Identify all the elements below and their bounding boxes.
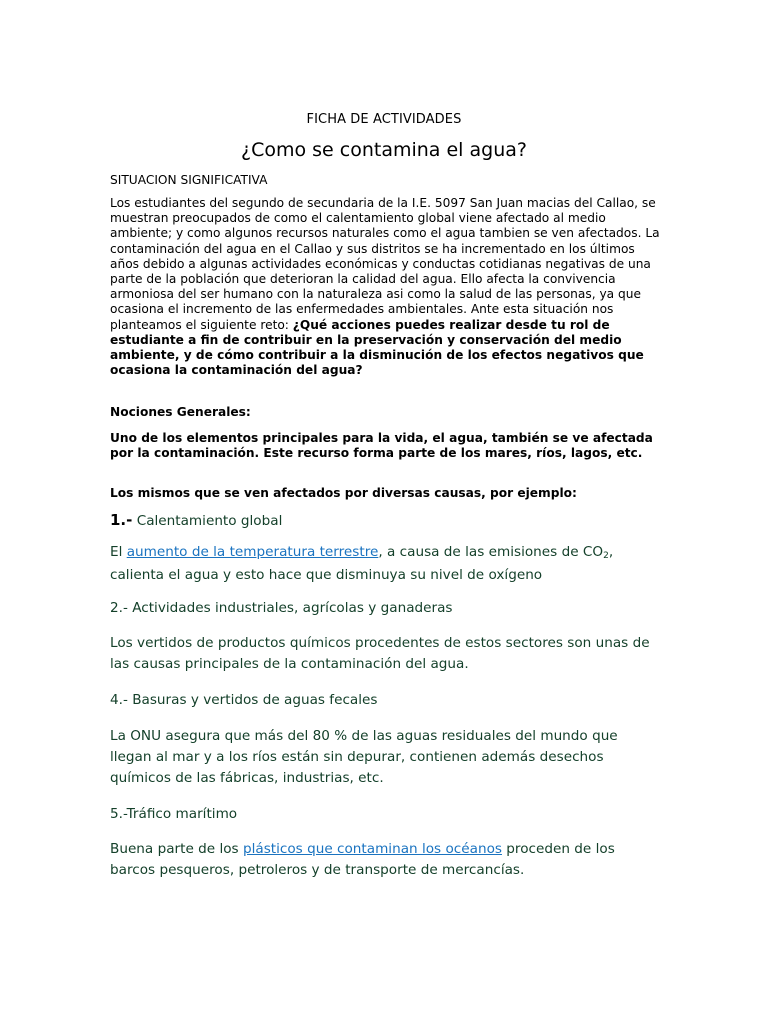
- link-plasticos[interactable]: plásticos que contaminan los océanos: [242, 841, 502, 857]
- cause-1-text-after: , calienta el agua y esto hace que disminuya su nivel de oxígeno: [110, 544, 614, 583]
- document-title: ¿Como se contamina el agua?: [241, 139, 527, 161]
- cause-1-text-before: El: [110, 544, 127, 560]
- cause-5-text-after: proceden de los barcos pesqueros, petroleros y de transporte de mercancías.: [110, 841, 615, 878]
- nociones-label: Nociones Generales:: [110, 405, 251, 419]
- cause-1-number: 1.-: [110, 511, 133, 529]
- cause-1-text-mid: , a causa de las emisiones de CO: [378, 544, 604, 560]
- co2-subscript: 2: [603, 551, 609, 561]
- cause-4-heading: 4.- Basuras y vertidos de aguas fecales: [110, 692, 378, 708]
- cause-4-text: La ONU asegura que más del 80 % de las aguas residuales del mundo que llegan al mar y a los ríos están sin depurar, contienen además desechos químicos de las fábricas, industrias, etc.: [110, 728, 618, 786]
- causes-intro: Los mismos que se ven afectados por diversas causas, por ejemplo:: [110, 486, 577, 500]
- cause-5-text: [110, 839, 662, 881]
- cause-5-heading: 5.-Tráfico marítimo: [110, 806, 238, 822]
- link-temperatura[interactable]: aumento de la temperatura terrestre: [126, 544, 379, 560]
- nociones-paragraph: Uno de los elementos principales para la vida, el agua, también se ve afectada por la contaminación. Este recurso forma parte de los mares, ríos, lagos, etc.: [110, 431, 653, 461]
- cause-1-heading: [110, 510, 662, 532]
- situacion-text: Los estudiantes del segundo de secundaria de la I.E. 5097 San Juan macias del Callao, se muestran preocupados de como el calentamiento global viene afectado al medio ambiente; y como algunos recursos naturales como el agua tambien se ven afectados. La contaminación del agua en el Callao y sus distritos se ha incrementado en los últimos años debido a algunas actividades económicas y conductas cotidianas negativas de una parte de la población que deterioran la calidad del agua. Ello afecta la convivencia armoniosa del ser humano con la naturaleza asi como la salud de las personas, ya que ocasiona el incremento de las enfermedades ambientales. Ante esta situación nos planteamos el siguiente reto:: [110, 196, 660, 332]
- cause-2-text: Los vertidos de productos químicos procedentes de estos sectores son unas de las causas principales de la contaminación del agua.: [110, 635, 650, 672]
- situacion-label: SITUACION SIGNIFICATIVA: [110, 173, 268, 187]
- cause-5-text-before: Buena parte de los: [110, 841, 243, 857]
- reto-question: ¿Qué acciones puedes realizar desde tu rol de estudiante a fin de contribuir en la preservación y conservación del medio ambiente, y de cómo contribuir a la disminución de los efectos negativos que ocasiona la contaminación del agua?: [110, 317, 644, 378]
- document-kicker: FICHA DE ACTIVIDADES: [306, 112, 462, 127]
- cause-1-title: Calentamiento global: [132, 513, 283, 529]
- cause-1-text: [110, 542, 662, 586]
- cause-2-heading: 2.- Actividades industriales, agrícolas y ganaderas: [110, 600, 453, 616]
- situacion-paragraph: [110, 196, 662, 378]
